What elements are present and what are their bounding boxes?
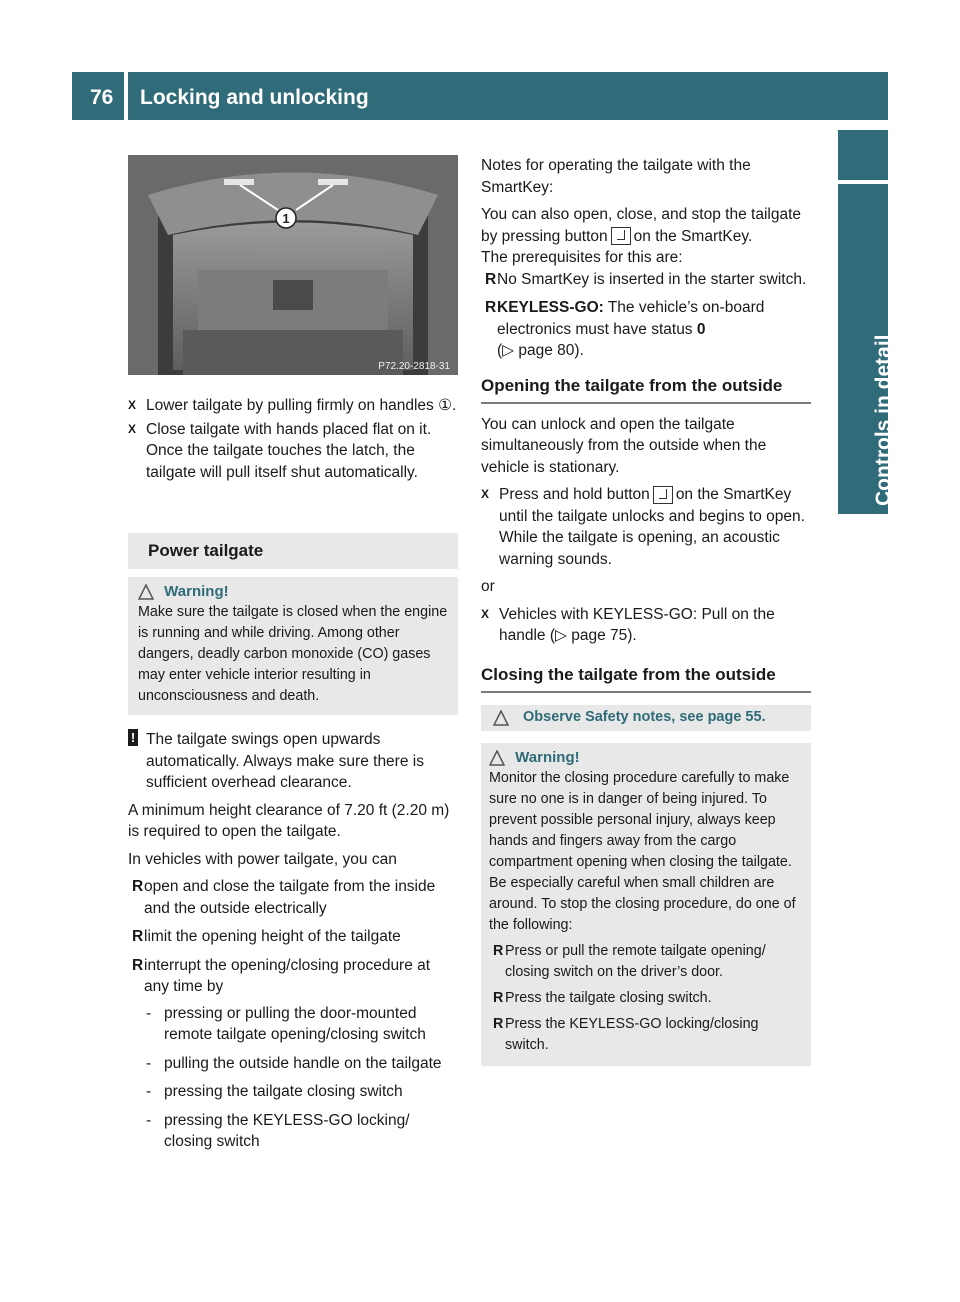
warning-triangle-icon [489, 750, 505, 766]
tailgate-photo [128, 155, 458, 375]
list-item: R KEYLESS-GO: The vehicle’s on-board electronics must have status 0 (▷ page 80). [485, 299, 765, 359]
step-press-hold: X Press and hold button on the SmartKey until the tailgate unlocks and begins to open. While the tailgate is opening, an acoustic warning sounds. [481, 486, 805, 568]
warning-heading: Warning! [138, 583, 448, 600]
tailgate-illustration [128, 155, 458, 375]
tailgate-button-icon [653, 486, 673, 504]
list-item: R open and close the tailgate from the inside and the outside electrically [132, 878, 436, 917]
left-column [128, 155, 458, 1153]
section-heading: Power tailgate [148, 541, 264, 560]
power-tailgate-heading-box [128, 533, 458, 569]
or-text: or [481, 578, 495, 595]
note-mark-icon: ! [128, 729, 138, 746]
side-tab [838, 184, 895, 514]
intro-paragraph: In vehicles with power tailgate, you can [128, 850, 397, 868]
warning-box [128, 577, 458, 715]
opening-heading: Opening the tailgate from the outside [481, 375, 783, 395]
tailgate-button-icon [611, 227, 631, 245]
page-number-box [72, 72, 124, 120]
figure-code: P72.20-2818-31 [378, 361, 450, 372]
right-column [481, 155, 811, 1066]
closing-heading: Closing the tailgate from the outside [481, 664, 776, 684]
list-item: R No SmartKey is inserted in the starter switch. [485, 270, 807, 288]
side-tab-label: Controls in detail [872, 334, 895, 506]
opening-paragraph: You can unlock and open the tailgate simultaneously from the outside when the vehicle is stationary. [481, 415, 767, 476]
warning-heading: Warning! [489, 749, 803, 766]
safety-notes-text: Observe Safety notes, see page 55. [523, 708, 766, 725]
side-square [838, 130, 888, 180]
step-close-tailgate: X Close tailgate with hands placed flat on it. Once the tailgate touches the latch, the tailgate will pull itself shut automatically. [128, 420, 432, 481]
warning-box [481, 743, 811, 1066]
sub-list-item: - pressing the KEYLESS-GO locking/ closing switch [146, 1111, 410, 1151]
heading-rule [481, 402, 811, 404]
step-keyless-go: X Vehicles with KEYLESS-GO: Pull on the handle (▷ page 75). [481, 605, 775, 644]
heading-rule [481, 691, 811, 693]
smartkey-button-paragraph: You can also open, close, and stop the tailgate by pressing button on the SmartKey. [481, 206, 801, 245]
list-item: R limit the opening height of the tailgate [132, 928, 401, 946]
step-lower-tailgate: X Lower tailgate by pulling firmly on handles ①. [128, 397, 457, 414]
warning-text: Monitor the closing procedure carefully to make sure no one is in danger of being injured. To prevent possible personal injury, always keep hands and fingers away from the cargo compartment opening when closing the tailgate. Be especially careful when small children are around. To stop the closing procedure, do one of the following: [489, 769, 796, 933]
sub-list-item: - pressing or pulling the door-mounted remote tailgate opening/closing switch [146, 1004, 426, 1044]
list-item: R interrupt the opening/closing procedure at any time by [132, 956, 431, 996]
safety-notes-box [481, 705, 811, 731]
prerequisites-label: The prerequisites for this are: [481, 249, 683, 266]
sub-list-item: - pressing the tailgate closing switch [146, 1083, 403, 1101]
page-title: Locking and unlocking [140, 86, 369, 109]
smartkey-notes-intro: Notes for operating the tailgate with the SmartKey: [481, 157, 751, 196]
list-item: R Press or pull the remote tailgate opening/ closing switch on the driver’s door. [493, 942, 766, 980]
warning-triangle-icon [138, 584, 154, 600]
warning-text: Make sure the tailgate is closed when the engine is running and while driving. Among other dangers, deadly carbon monoxide (CO) gases may enter vehicle interior resulting in unconsciousness and death. [138, 604, 448, 705]
sub-list-item: - pulling the outside handle on the tailgate [146, 1054, 442, 1072]
warning-triangle-icon [493, 710, 509, 726]
note-overhead-clearance: ! The tailgate swings open upwards automatically. Always make sure there is sufficient overhead clearance. [128, 729, 458, 794]
page-number: 76 [90, 86, 114, 109]
callout-number: 1 [282, 211, 290, 226]
list-item: R Press the KEYLESS-GO locking/closing switch. [493, 1015, 759, 1053]
clearance-paragraph: A minimum height clearance of 7.20 ft (2.20 m) is required to open the tailgate. [128, 801, 450, 841]
header-bar [128, 72, 888, 120]
list-item: R Press the tailgate closing switch. [493, 989, 712, 1006]
